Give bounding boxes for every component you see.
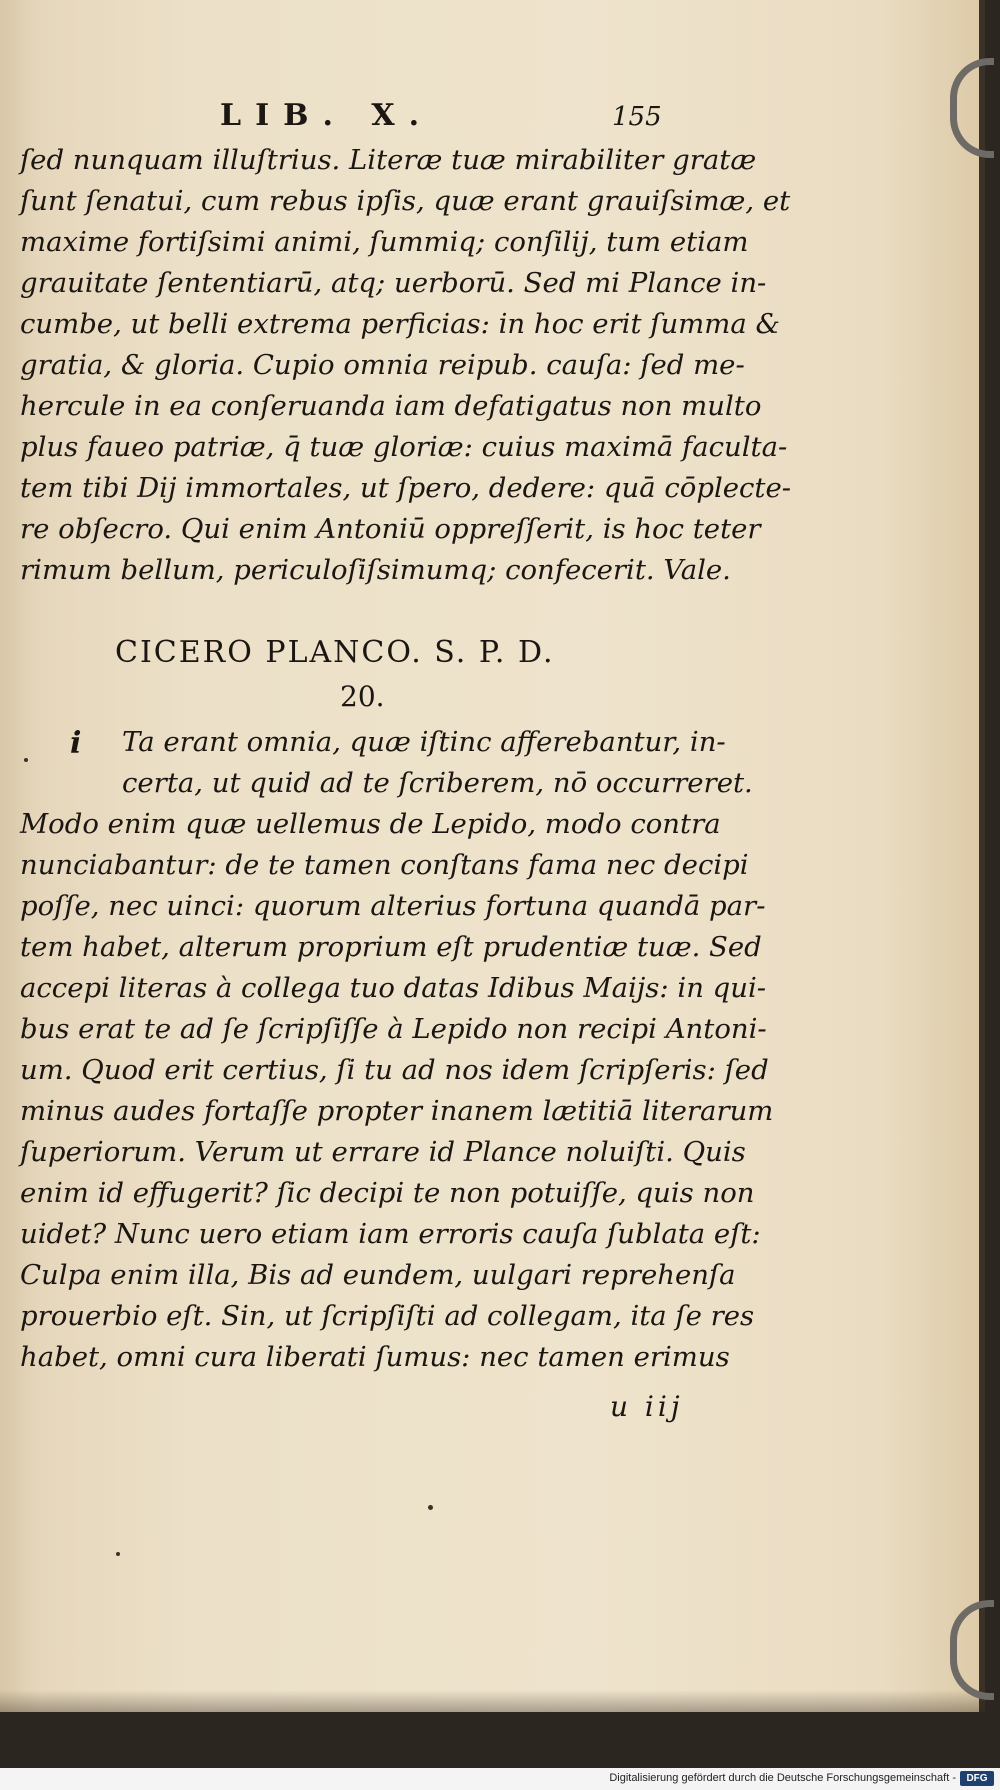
text-line: minus audes fortaſſe propter inanem lætitiā literarum [20,1095,774,1127]
paragraph-2 [20,722,774,1378]
text-line: rimum bellum, periculoſiſsimumq; confecerit. Vale. [20,554,731,586]
text-line: tem habet, alterum proprium eſt prudentiæ tuæ. Sed [20,931,762,963]
footer-credit: Digitalisierung gefördert durch die Deutsche Forschungsgemeinschaft - [609,1772,956,1784]
text-line: accepi literas à collega tuo datas Idibus Maijs: in qui- [20,972,767,1004]
ink-speck [24,758,28,762]
signature-mark: u iij [610,1390,684,1423]
text-line: poſſe, nec uinci: quorum alterius fortuna quandā par- [20,890,766,922]
text-line: bus erat te ad ſe ſcripſiſſe à Lepido non recipi Antoni- [20,1013,767,1045]
text-line: hercule in ea conſeruanda iam defatigatus non multo [20,390,762,422]
text-line: Modo enim quæ uellemus de Lepido, modo contra [20,808,721,840]
text-line: re obſecro. Qui enim Antoniū oppreſſerit, is hoc teter [20,513,761,545]
text-line: maxime fortiſsimi animi, ſummiq; conſilij, tum etiam [20,226,749,258]
initial-letter: i [70,726,82,761]
text-line: tem tibi Dij immortales, ut ſpero, dedere: quā cōplecte- [20,472,792,504]
page-number: 155 [612,102,662,132]
paragraph-1 [20,140,792,591]
text-line: grauitate ſententiarū, atq; uerborū. Sed mi Plance in- [20,267,767,299]
text-line: ſunt ſenatui, cum rebus ipſis, quæ erant grauiſsimæ, et [20,185,791,217]
dfg-logo: DFG [960,1771,994,1786]
digitization-footer [0,1768,1000,1790]
text-line: ſed nunquam illuſtrius. Literæ tuæ mirabiliter gratæ [20,144,757,176]
letter-number: 20. [340,680,385,713]
ink-speck [116,1552,120,1556]
text-line: enim id effugerit? ſic decipi te non potuiſſe, quis non [20,1177,755,1209]
text-line: certa, ut quid ad te ſcriberem, nō occurreret. [122,767,753,799]
text-line: ſuperiorum. Verum ut errare id Plance noluiſti. Quis [20,1136,746,1168]
text-line: habet, omni cura liberati ſumus: nec tamen erimus [20,1341,730,1373]
text-line: Ta erant omnia, quæ iſtinc afferebantur, in- [122,726,726,758]
text-line: um. Quod erit certius, ſi tu ad nos idem ſcripſeris: ſed [20,1054,769,1086]
text-line: uidet? Nunc uero etiam iam erroris cauſa ſublata eſt: [20,1218,761,1250]
text-line: cumbe, ut belli extrema perficias: in hoc erit ſumma & [20,308,780,340]
text-line: plus faueo patriæ, q̄ tuæ gloriæ: cuius maximā faculta- [20,431,788,463]
running-head: LIB. X. [220,98,434,133]
text-line: prouerbio eſt. Sin, ut ſcripſiſti ad collegam, ita ſe res [20,1300,755,1332]
text-line: Culpa enim illa, Bis ad eundem, uulgari reprehenſa [20,1259,736,1291]
text-line: nunciabantur: de te tamen conſtans fama nec decipi [20,849,749,881]
text-line: gratia, & gloria. Cupio omnia reipub. cauſa: ſed me- [20,349,745,381]
ink-speck [428,1505,433,1510]
page-edge-shadow [0,1690,985,1712]
letter-heading: CICERO PLANCO. S. P. D. [115,635,555,670]
